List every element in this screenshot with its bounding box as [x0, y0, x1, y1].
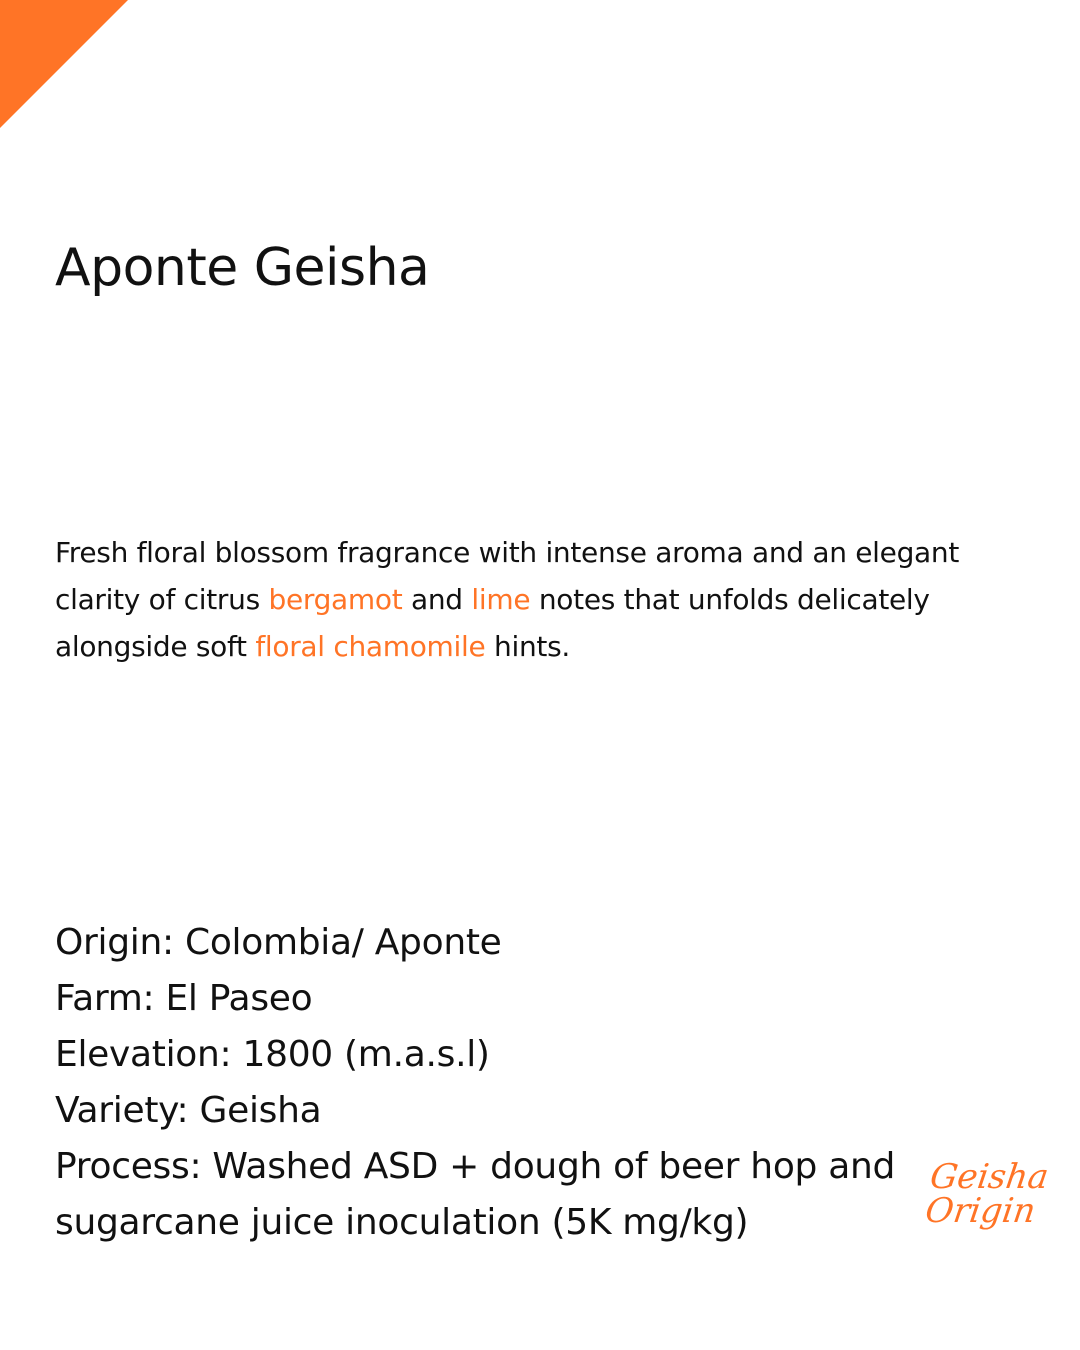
note-lime: lime: [471, 583, 531, 616]
page-title: Aponte Geisha: [55, 238, 430, 298]
description-text: hints.: [485, 630, 570, 663]
note-floral-chamomile: floral chamomile: [255, 630, 486, 663]
geisha-origin-logo: [922, 1157, 1051, 1231]
detail-variety: Variety: Geisha: [55, 1090, 322, 1131]
coffee-details-list: [55, 915, 935, 1251]
tasting-description: [55, 529, 1015, 670]
description-text: Fresh floral blossom fragrance with intense aroma and an elegant clarity of citrus: [55, 536, 960, 616]
description-text: and: [402, 583, 472, 616]
detail-origin: Origin: Colombia/ Aponte: [55, 922, 502, 963]
detail-elevation: Elevation: 1800 (m.a.s.l): [55, 1034, 490, 1075]
logo-line-2: Origin: [922, 1191, 1038, 1231]
logo-line-1: Geisha: [927, 1157, 1051, 1197]
corner-accent-triangle: [0, 0, 128, 128]
description-text: notes that unfolds delicately alongside soft: [55, 583, 930, 663]
detail-farm: Farm: El Paseo: [55, 978, 313, 1019]
detail-process: Process: Washed ASD + dough of beer hop and sugarcane juice inoculation (5K mg/kg): [55, 1146, 896, 1243]
note-bergamot: bergamot: [268, 583, 403, 616]
